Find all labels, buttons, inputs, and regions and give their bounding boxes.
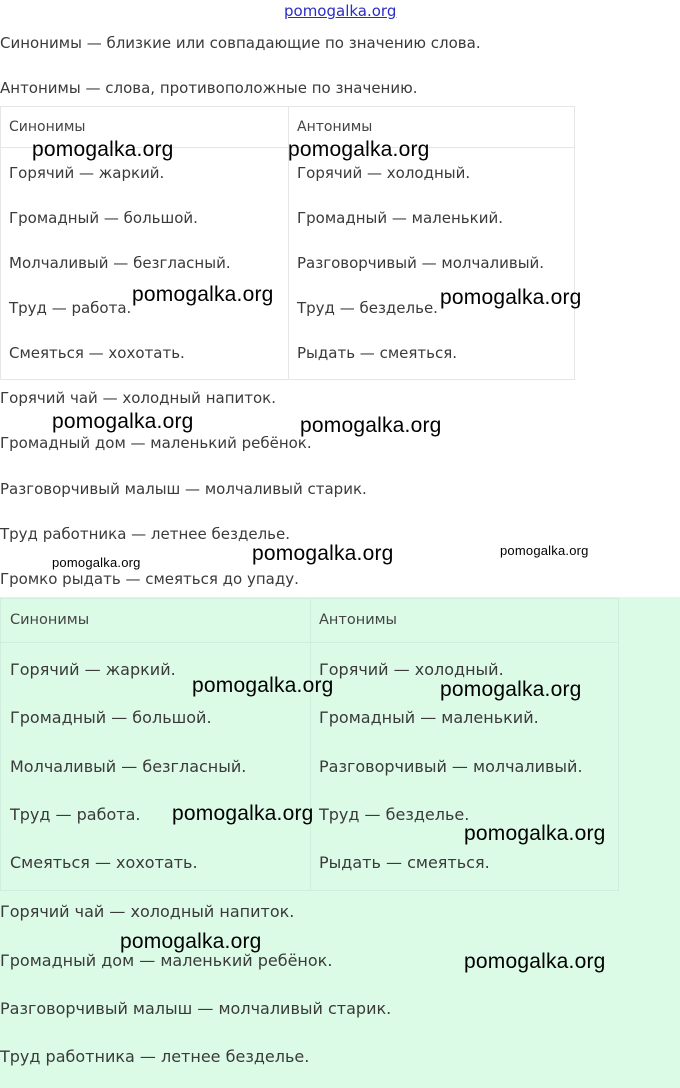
synonyms-antonyms-table-highlighted <box>0 598 619 891</box>
site-link[interactable]: pomogalka.org <box>284 2 397 20</box>
watermark: pomogalka.org <box>500 543 589 558</box>
watermark: pomogalka.org <box>52 555 141 570</box>
table-cell: Громадный — маленький. <box>297 209 503 227</box>
watermark: pomogalka.org <box>464 822 606 845</box>
watermark: pomogalka.org <box>32 138 174 161</box>
phrase-line: Разговорчивый малыш — молчаливый старик. <box>0 999 392 1018</box>
watermark: pomogalka.org <box>300 414 442 437</box>
table-header-synonyms: Синонимы <box>10 612 90 628</box>
table-cell: Рыдать — смеяться. <box>319 853 490 872</box>
synonyms-definition: Синонимы — близкие или совпадающие по значению слова. <box>0 34 481 52</box>
table-header-antonyms: Антонимы <box>297 119 373 135</box>
table-cell: Молчаливый — безгласный. <box>10 757 247 776</box>
watermark: pomogalka.org <box>52 410 194 433</box>
table-cell: Разговорчивый — молчаливый. <box>297 254 545 272</box>
table-cell: Горячий — холодный. <box>297 164 471 182</box>
watermark: pomogalka.org <box>120 930 262 953</box>
table-cell: Горячий — жаркий. <box>10 660 176 679</box>
antonyms-definition: Антонимы — слова, противоположные по значению. <box>0 79 418 97</box>
table-cell: Громадный — маленький. <box>319 708 539 727</box>
table-cell: Труд — безделье. <box>319 805 470 824</box>
phrase-line: Горячий чай — холодный напиток. <box>0 389 276 407</box>
table-cell: Труд — безделье. <box>297 299 438 317</box>
watermark: pomogalka.org <box>172 802 314 825</box>
phrase-line: Горячий чай — холодный напиток. <box>0 902 295 921</box>
phrase-line: Громко рыдать — смеяться до упаду. <box>0 570 299 588</box>
watermark: pomogalka.org <box>192 674 334 697</box>
table-header-antonyms: Антонимы <box>319 612 398 628</box>
table-cell: Рыдать — смеяться. <box>297 344 457 362</box>
table-cell: Горячий — холодный. <box>319 660 504 679</box>
table-cell: Горячий — жаркий. <box>9 164 165 182</box>
watermark: pomogalka.org <box>440 678 582 701</box>
table-cell: Смеяться — хохотать. <box>9 344 185 362</box>
watermark: pomogalka.org <box>252 542 394 565</box>
phrase-line: Громадный дом — маленький ребёнок. <box>0 434 312 452</box>
watermark: pomogalka.org <box>288 138 430 161</box>
watermark: pomogalka.org <box>132 283 274 306</box>
table-cell: Громадный — большой. <box>9 209 198 227</box>
phrase-line: Труд работника — летнее безделье. <box>0 525 290 543</box>
table-cell: Громадный — большой. <box>10 708 212 727</box>
table-header-synonyms: Синонимы <box>9 119 86 135</box>
phrase-line: Разговорчивый малыш — молчаливый старик. <box>0 480 367 498</box>
watermark: pomogalka.org <box>440 286 582 309</box>
phrase-line: Труд работника — летнее безделье. <box>0 1047 310 1066</box>
table-cell: Труд — работа. <box>9 299 132 317</box>
table-cell: Разговорчивый — молчаливый. <box>319 757 583 776</box>
watermark: pomogalka.org <box>464 950 606 973</box>
table-cell: Молчаливый — безгласный. <box>9 254 231 272</box>
table-cell: Смеяться — хохотать. <box>10 853 198 872</box>
table-cell: Труд — работа. <box>10 805 141 824</box>
phrase-line: Громадный дом — маленький ребёнок. <box>0 951 333 970</box>
